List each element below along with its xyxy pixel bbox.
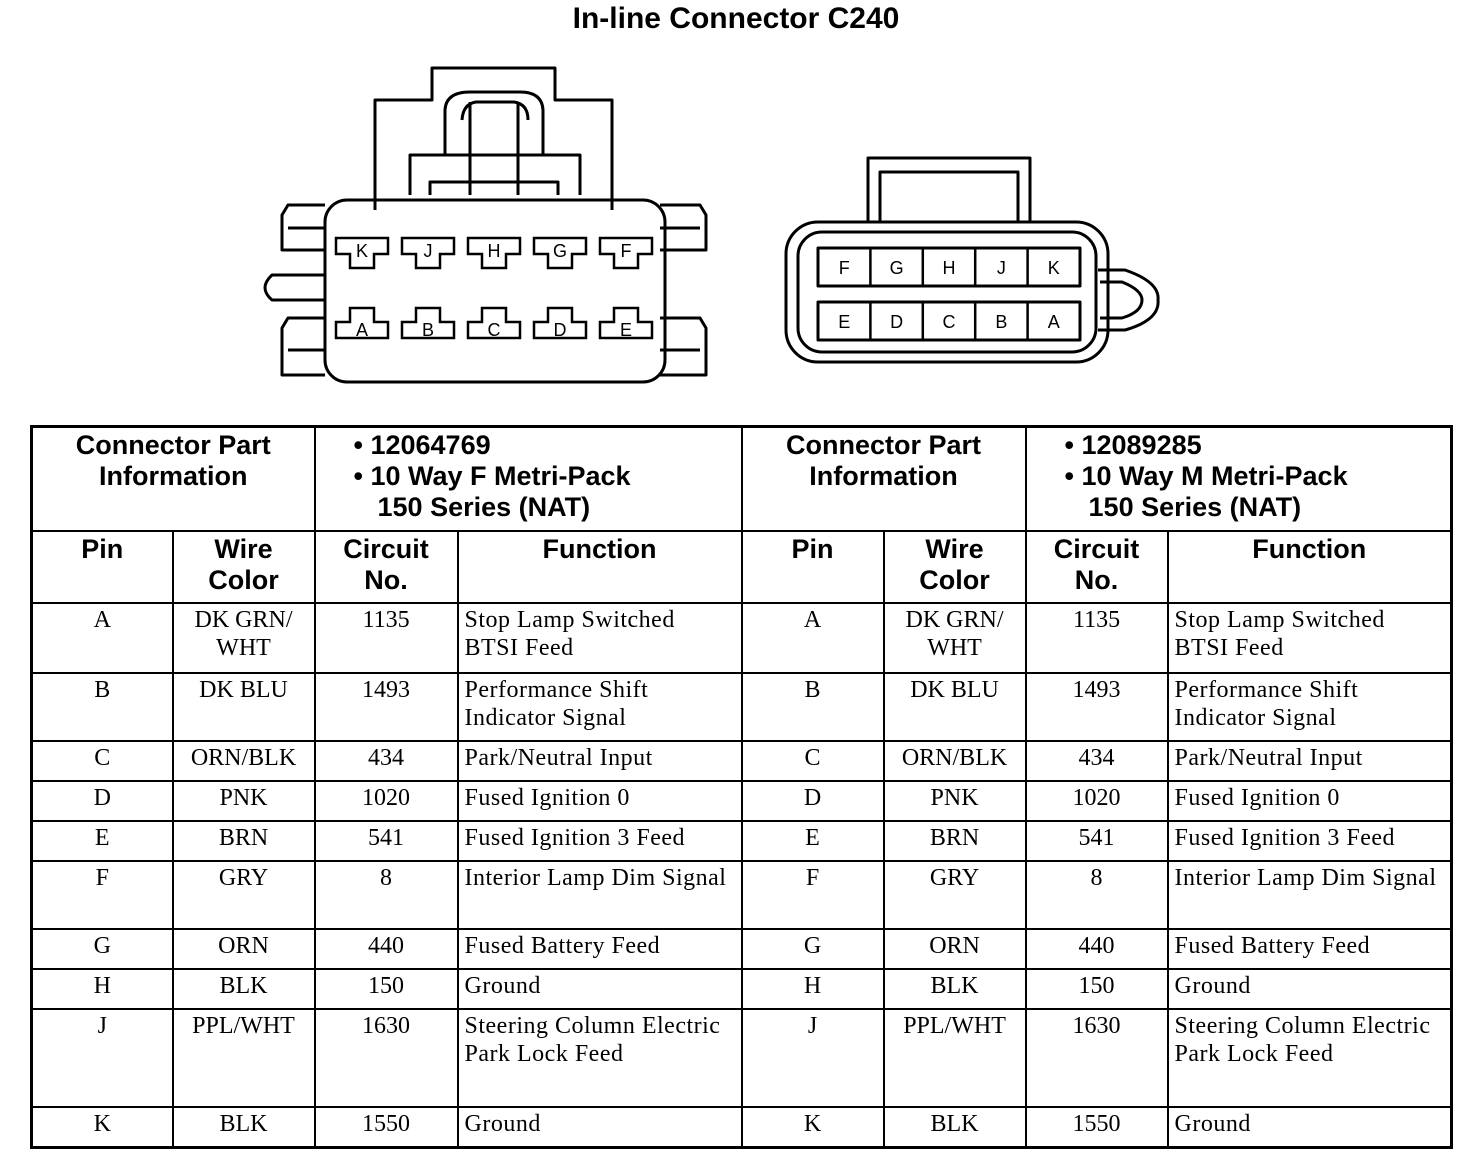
pin-cell: E [742,821,884,861]
diagram-title: In-line Connector C240 [572,2,900,35]
pin-letter: J [996,258,1006,278]
circuit-cell: 440 [1026,929,1168,969]
function-cell: Fused Ignition 0 [458,781,742,821]
left-part-series: 150 Series (NAT) [377,492,591,522]
male-pin-terminal [838,312,850,332]
male-pin-terminal [975,248,1006,286]
pin-letter: H [942,258,956,278]
wire-color-cell: ORN [884,929,1026,969]
wire-color-cell: BLK [173,969,315,1009]
pin-letter: A [1047,312,1060,332]
circuit-cell: 1550 [1026,1107,1168,1147]
circuit-cell: 1020 [315,781,458,821]
circuit-cell: 440 [315,929,458,969]
function-cell: Ground [458,969,742,1009]
function-cell: Fused Ignition 0 [1168,781,1452,821]
male-pin-terminal [923,248,956,286]
circuit-cell: 434 [1026,741,1168,781]
circuit-cell: 541 [1026,821,1168,861]
table-row [32,861,1452,929]
male-pin-terminal [975,302,1007,340]
function-cell: Park/Neutral Input [458,741,742,781]
male-pin-terminal [1028,302,1060,340]
pin-letter: C [942,312,956,332]
function-cell: Steering Column Electric Park Lock Feed [458,1009,742,1107]
circuit-cell: 1020 [1026,781,1168,821]
male-pin-terminal [923,302,956,340]
pin-letter: D [553,320,567,340]
male-pin-terminal [870,248,903,286]
function-cell: Fused Battery Feed [458,929,742,969]
pin-cell: F [32,861,173,929]
wire-color-cell: BLK [173,1107,315,1147]
function-cell: Park/Neutral Input [1168,741,1452,781]
circuit-cell: 1135 [315,603,458,673]
female-connector-diagram [250,60,720,390]
pin-cell: H [32,969,173,1009]
function-cell: Performance Shift Indicator Signal [1168,673,1452,741]
pin-cell: C [742,741,884,781]
right-part-info-label: Connector Part Information [742,427,1026,531]
pin-letter: D [890,312,904,332]
header-wire-color: Wire Color [173,531,315,603]
pin-letter: G [552,241,568,261]
wire-color-cell: DK BLU [884,673,1026,741]
wire-color-cell: BLK [884,1107,1026,1147]
female-pin-cavity [468,238,520,268]
circuit-cell: 150 [1026,969,1168,1009]
wire-color-cell: ORN/BLK [884,741,1026,781]
wire-color-cell: GRY [884,861,1026,929]
pin-cell: K [32,1107,173,1147]
function-cell: Fused Battery Feed [1168,929,1452,969]
wire-color-cell: PNK [173,781,315,821]
table-row [32,929,1452,969]
pin-cell: B [32,673,173,741]
wire-color-cell: BRN [173,821,315,861]
table-row [32,781,1452,821]
function-cell: Ground [1168,969,1452,1009]
female-pin-cavity [336,308,388,340]
wire-color-cell: ORN/BLK [173,741,315,781]
function-cell: Stop Lamp Switched BTSI Feed [458,603,742,673]
pin-cell: F [742,861,884,929]
table-row [32,1009,1452,1107]
pin-table [30,425,1453,1149]
female-pin-cavity [468,308,520,340]
pin-cell: G [32,929,173,969]
circuit-cell: 434 [315,741,458,781]
pin-letter: A [355,320,369,340]
wire-color-cell: DK BLU [173,673,315,741]
male-pin-terminal [839,258,850,278]
wire-color-cell: PPL/WHT [173,1009,315,1107]
circuit-cell: 1135 [1026,603,1168,673]
left-part-info [315,427,742,531]
table-row [32,603,1452,673]
left-part-type: • 10 Way F Metri-Pack [353,461,631,491]
function-cell: Stop Lamp Switched BTSI Feed [1168,603,1452,673]
table-row [32,673,1452,741]
pin-letter: E [838,312,851,332]
left-part-number: • 12064769 [353,430,491,460]
pin-letter: H [487,241,501,261]
pin-cell: D [32,781,173,821]
left-part-info-label: Connector Part Information [32,427,315,531]
function-cell: Ground [458,1107,742,1147]
pin-cell: D [742,781,884,821]
female-pin-cavity [402,308,454,340]
female-pin-cavity [336,238,388,268]
table-row [32,969,1452,1009]
table-row [32,821,1452,861]
wire-color-cell: PNK [884,781,1026,821]
wire-color-cell: BLK [884,969,1026,1009]
pin-cell: A [742,603,884,673]
wire-color-cell: GRY [173,861,315,929]
function-cell: Interior Lamp Dim Signal [458,861,742,929]
circuit-cell: 1550 [315,1107,458,1147]
pin-letter: F [620,241,632,261]
female-pin-cavity [534,238,586,268]
pin-letter: G [889,258,904,278]
female-pin-cavity [534,308,586,340]
pin-cell: H [742,969,884,1009]
header-pin: Pin [32,531,173,603]
pin-letter: J [423,241,433,261]
female-pin-cavity [600,308,652,340]
header-circuit: Circuit No. [315,531,458,603]
circuit-cell: 541 [315,821,458,861]
pin-cell: B [742,673,884,741]
right-part-type: • 10 Way M Metri-Pack [1064,461,1348,491]
circuit-cell: 150 [315,969,458,1009]
function-cell: Performance Shift Indicator Signal [458,673,742,741]
pin-cell: K [742,1107,884,1147]
wire-color-cell: PPL/WHT [884,1009,1026,1107]
pin-letter: E [619,320,633,340]
pin-cell: J [32,1009,173,1107]
header-function: Function [1168,531,1452,603]
wire-color-cell: BRN [884,821,1026,861]
function-cell: Ground [1168,1107,1452,1147]
female-pin-cavity [402,238,454,268]
circuit-cell: 8 [315,861,458,929]
header-circuit: Circuit No. [1026,531,1168,603]
female-pin-cavity [600,238,652,268]
header-pin: Pin [742,531,884,603]
circuit-cell: 1493 [1026,673,1168,741]
header-function: Function [458,531,742,603]
pin-cell: J [742,1009,884,1107]
male-pin-terminal [870,302,903,340]
function-cell: Fused Ignition 3 Feed [1168,821,1452,861]
pin-cell: G [742,929,884,969]
right-part-number: • 12089285 [1064,430,1202,460]
wire-color-cell: DK GRN/ WHT [173,603,315,673]
pin-cell: E [32,821,173,861]
pin-cell: C [32,741,173,781]
table-row [32,741,1452,781]
wire-color-cell: DK GRN/ WHT [884,603,1026,673]
male-connector-diagram [780,150,1170,370]
wire-color-cell: ORN [173,929,315,969]
function-cell: Steering Column Electric Park Lock Feed [1168,1009,1452,1107]
circuit-cell: 8 [1026,861,1168,929]
circuit-cell: 1630 [1026,1009,1168,1107]
header-wire-color: Wire Color [884,531,1026,603]
pin-letter: B [995,312,1008,332]
pin-letter: B [421,320,435,340]
circuit-cell: 1630 [315,1009,458,1107]
right-part-info [1026,427,1452,531]
male-pin-terminal [1028,248,1060,286]
table-row [32,1107,1452,1147]
pin-letter: K [1047,258,1060,278]
pin-cell: A [32,603,173,673]
circuit-cell: 1493 [315,673,458,741]
pin-letter: C [487,320,501,340]
function-cell: Interior Lamp Dim Signal [1168,861,1452,929]
function-cell: Fused Ignition 3 Feed [458,821,742,861]
right-part-series: 150 Series (NAT) [1088,492,1302,522]
pin-letter: K [355,241,369,261]
pin-letter: F [838,258,850,278]
